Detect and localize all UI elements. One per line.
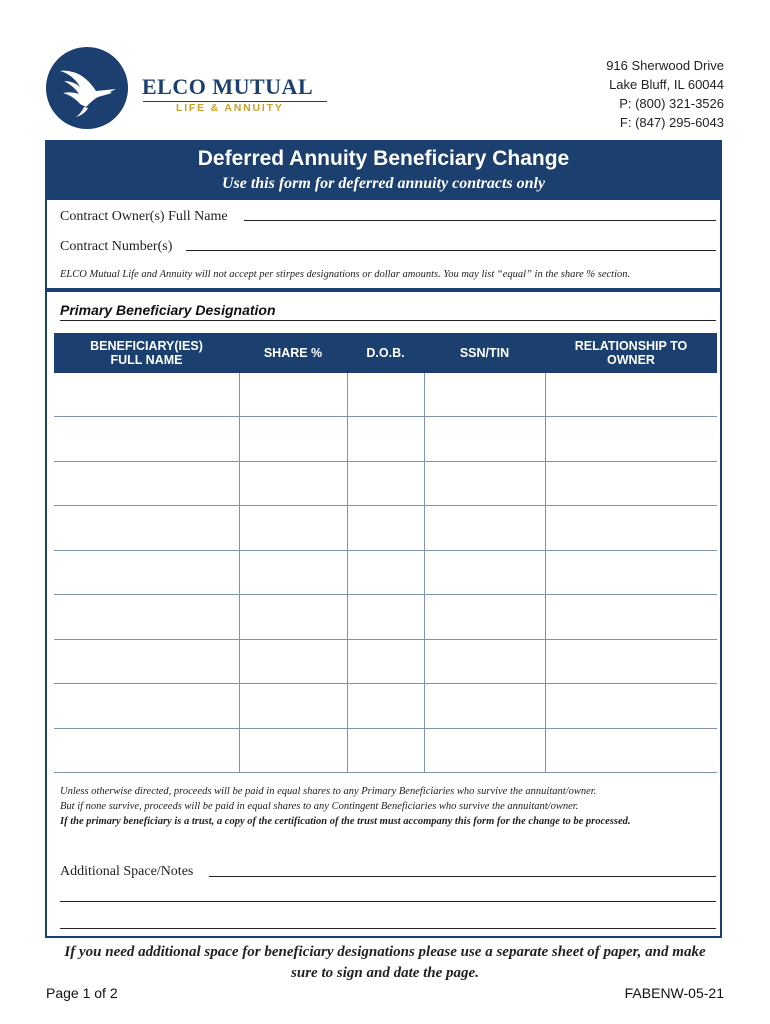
- cell-full-name-row-8[interactable]: [58, 688, 235, 724]
- cell-dob-row-6[interactable]: [351, 599, 420, 635]
- beneficiary-table-header: [54, 333, 717, 373]
- cell-share-row-5[interactable]: [243, 555, 343, 591]
- cell-relationship-row-4[interactable]: [549, 510, 713, 546]
- cell-ssn-row-5[interactable]: [428, 555, 541, 591]
- cell-dob-row-7[interactable]: [351, 644, 420, 680]
- table-row-divider: [54, 461, 717, 462]
- cell-ssn-row-7[interactable]: [428, 644, 541, 680]
- cell-share-row-2[interactable]: [243, 421, 343, 457]
- cell-ssn-row-1[interactable]: [428, 377, 541, 413]
- form-code: FABENW-05-21: [624, 985, 724, 1001]
- eagle-logo-icon: [46, 47, 128, 129]
- additional-notes-field-1[interactable]: [209, 862, 716, 877]
- cell-dob-row-8[interactable]: [351, 688, 420, 724]
- title-band: [47, 142, 720, 200]
- cell-full-name-row-6[interactable]: [58, 599, 235, 635]
- cell-full-name-row-9[interactable]: [58, 733, 235, 769]
- col-header-full-name: BENEFICIARY(IES) FULL NAME: [90, 339, 203, 367]
- table-column-divider: [424, 373, 425, 773]
- cell-full-name-row-4[interactable]: [58, 510, 235, 546]
- cell-ssn-row-9[interactable]: [428, 733, 541, 769]
- cell-dob-row-2[interactable]: [351, 421, 420, 457]
- brand-subtitle: LIFE & ANNUITY: [176, 102, 284, 114]
- address-city: Lake Bluff, IL 60044: [609, 77, 724, 92]
- cell-ssn-row-4[interactable]: [428, 510, 541, 546]
- cell-ssn-row-6[interactable]: [428, 599, 541, 635]
- address-street: 916 Sherwood Drive: [606, 58, 724, 73]
- primary-heading-rule: [60, 320, 716, 321]
- cell-full-name-row-2[interactable]: [58, 421, 235, 457]
- table-row-divider: [54, 416, 717, 417]
- section-divider: [47, 288, 720, 292]
- cell-full-name-row-7[interactable]: [58, 644, 235, 680]
- contingent-note: But if none survive, proceeds will be paid in equal shares to any Contingent Beneficiaries who survive the annuitant/owner.: [60, 801, 579, 812]
- cell-dob-row-1[interactable]: [351, 377, 420, 413]
- cell-dob-row-9[interactable]: [351, 733, 420, 769]
- table-row-divider: [54, 639, 717, 640]
- table-row-divider: [54, 550, 717, 551]
- page-number: Page 1 of 2: [46, 985, 118, 1001]
- cell-share-row-4[interactable]: [243, 510, 343, 546]
- table-row-divider: [54, 505, 717, 506]
- cell-relationship-row-1[interactable]: [549, 377, 713, 413]
- form-subtitle: Use this form for deferred annuity contracts only: [221, 175, 546, 192]
- col-header-share: SHARE %: [263, 346, 323, 360]
- cell-relationship-row-8[interactable]: [549, 688, 713, 724]
- eagle-logo-graphic: [46, 47, 128, 129]
- cell-share-row-6[interactable]: [243, 599, 343, 635]
- additional-notes-field-2[interactable]: [60, 887, 716, 902]
- cell-ssn-row-2[interactable]: [428, 421, 541, 457]
- address-fax: F: (847) 295-6043: [619, 115, 724, 130]
- cell-dob-row-3[interactable]: [351, 466, 420, 502]
- col-header-ssn: SSN/TIN: [459, 346, 510, 360]
- table-row-divider: [54, 728, 717, 729]
- primary-beneficiary-heading: Primary Beneficiary Designation: [60, 302, 276, 318]
- additional-notes-label: Additional Space/Notes: [60, 864, 194, 879]
- owner-name-field[interactable]: [244, 206, 716, 221]
- table-row-divider: [54, 683, 717, 684]
- cell-share-row-7[interactable]: [243, 644, 343, 680]
- owner-name-label: Contract Owner(s) Full Name: [60, 209, 228, 224]
- contract-number-label: Contract Number(s): [60, 239, 173, 254]
- equal-shares-note: Unless otherwise directed, proceeds will be paid in equal shares to any Primary Beneficiaries who survive the annuitant/owner.: [60, 786, 597, 797]
- address-phone: P: (800) 321-3526: [619, 96, 724, 111]
- table-column-divider: [347, 373, 348, 773]
- brand-name: ELCO MUTUAL: [142, 74, 314, 99]
- trust-note: If the primary beneficiary is a trust, a copy of the certification of the trust must accompany this form for the change to be processed.: [60, 816, 631, 827]
- contract-number-field[interactable]: [186, 236, 716, 251]
- cell-dob-row-4[interactable]: [351, 510, 420, 546]
- col-header-dob: D.O.B.: [366, 346, 405, 360]
- beneficiary-table-body: [54, 373, 717, 773]
- per-stirpes-notice: ELCO Mutual Life and Annuity will not accept per stirpes designations or dollar amounts. You may list “equal” in the share % section.: [60, 269, 631, 280]
- cell-relationship-row-9[interactable]: [549, 733, 713, 769]
- table-column-divider: [239, 373, 240, 773]
- company-address: [606, 56, 724, 132]
- cell-relationship-row-3[interactable]: [549, 466, 713, 502]
- cell-share-row-3[interactable]: [243, 466, 343, 502]
- cell-ssn-row-8[interactable]: [428, 688, 541, 724]
- additional-space-instruction: If you need additional space for beneficiary designations please use a separate sheet of paper, and make sure to sign and date the page.: [64, 944, 706, 981]
- cell-relationship-row-5[interactable]: [549, 555, 713, 591]
- cell-share-row-1[interactable]: [243, 377, 343, 413]
- cell-share-row-9[interactable]: [243, 733, 343, 769]
- additional-notes-field-3[interactable]: [60, 914, 716, 929]
- cell-share-row-8[interactable]: [243, 688, 343, 724]
- cell-relationship-row-6[interactable]: [549, 599, 713, 635]
- cell-dob-row-5[interactable]: [351, 555, 420, 591]
- form-title: Deferred Annuity Beneficiary Change: [197, 147, 570, 170]
- table-row-divider: [54, 772, 717, 773]
- cell-full-name-row-1[interactable]: [58, 377, 235, 413]
- table-column-divider: [545, 373, 546, 773]
- cell-full-name-row-3[interactable]: [58, 466, 235, 502]
- table-row-divider: [54, 594, 717, 595]
- cell-relationship-row-2[interactable]: [549, 421, 713, 457]
- cell-full-name-row-5[interactable]: [58, 555, 235, 591]
- col-header-relationship: RELATIONSHIP TO OWNER: [574, 339, 688, 367]
- cell-ssn-row-3[interactable]: [428, 466, 541, 502]
- cell-relationship-row-7[interactable]: [549, 644, 713, 680]
